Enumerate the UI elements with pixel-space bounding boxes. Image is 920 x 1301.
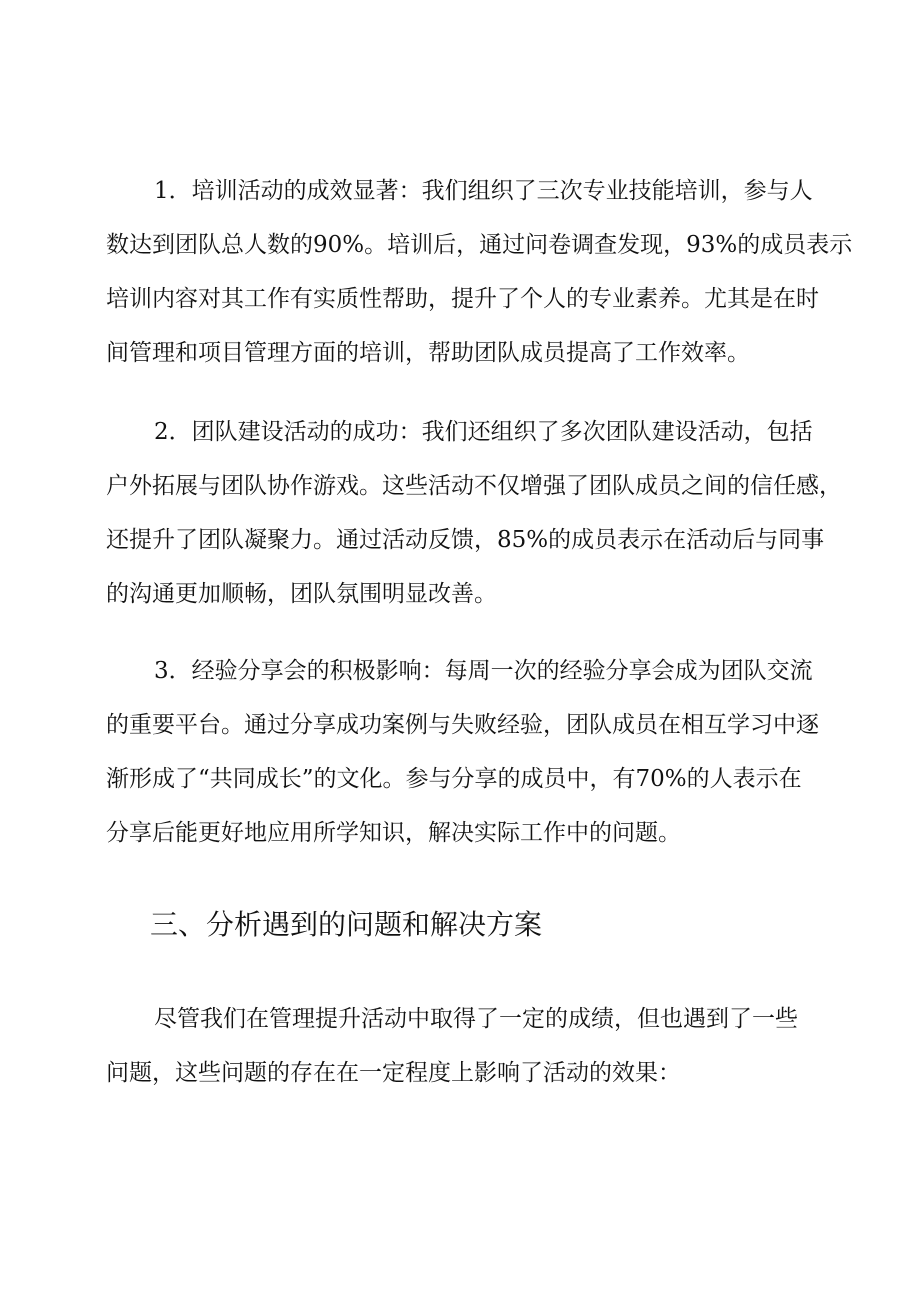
- paragraph-line: 3．经验分享会的积极影响：每周一次的经验分享会成为团队交流: [154, 658, 813, 684]
- paragraph-team-building: [106, 405, 842, 621]
- section-heading: 三、分析遇到的问题和解决方案: [150, 908, 543, 941]
- paragraph-line: 分享后能更好地应用所学知识，解决实际工作中的问题。: [106, 820, 681, 846]
- paragraph-line: 的沟通更加顺畅，团队氛围明显改善。: [106, 581, 497, 607]
- paragraph-line: 2．团队建设活动的成功：我们还组织了多次团队建设活动，包括: [154, 419, 813, 445]
- paragraph-line: 的重要平台。通过分享成功案例与失败经验，团队成员在相互学习中逐: [106, 712, 819, 738]
- paragraph-line: 培训内容对其工作有实质性帮助，提升了个人的专业素养。尤其是在时: [106, 286, 819, 312]
- paragraph-line: 还提升了团队凝聚力。通过活动反馈，85%的成员表示在活动后与同事: [106, 527, 825, 553]
- paragraph-line: 数达到团队总人数的90%。培训后，通过问卷调查发现，93%的成员表示: [106, 232, 853, 258]
- paragraph-line: 间管理和项目管理方面的培训，帮助团队成员提高了工作效率。: [106, 340, 750, 366]
- paragraph-line: 1．培训活动的成效显著：我们组织了三次专业技能培训，参与人: [154, 178, 813, 204]
- paragraph-line: 问题，这些问题的存在在一定程度上影响了活动的效果：: [106, 1060, 681, 1086]
- paragraph-line: 渐形成了“共同成长”的文化。参与分享的成员中，有70%的人表示在: [106, 766, 802, 792]
- paragraph-training-results: [106, 164, 853, 380]
- paragraph-line: 尽管我们在管理提升活动中取得了一定的成绩，但也遇到了一些: [154, 1006, 798, 1032]
- paragraph-line: 户外拓展与团队协作游戏。这些活动不仅增强了团队成员之间的信任感，: [106, 473, 842, 499]
- paragraph-experience-sharing: [106, 644, 820, 860]
- paragraph-intro-problems: [106, 992, 820, 1100]
